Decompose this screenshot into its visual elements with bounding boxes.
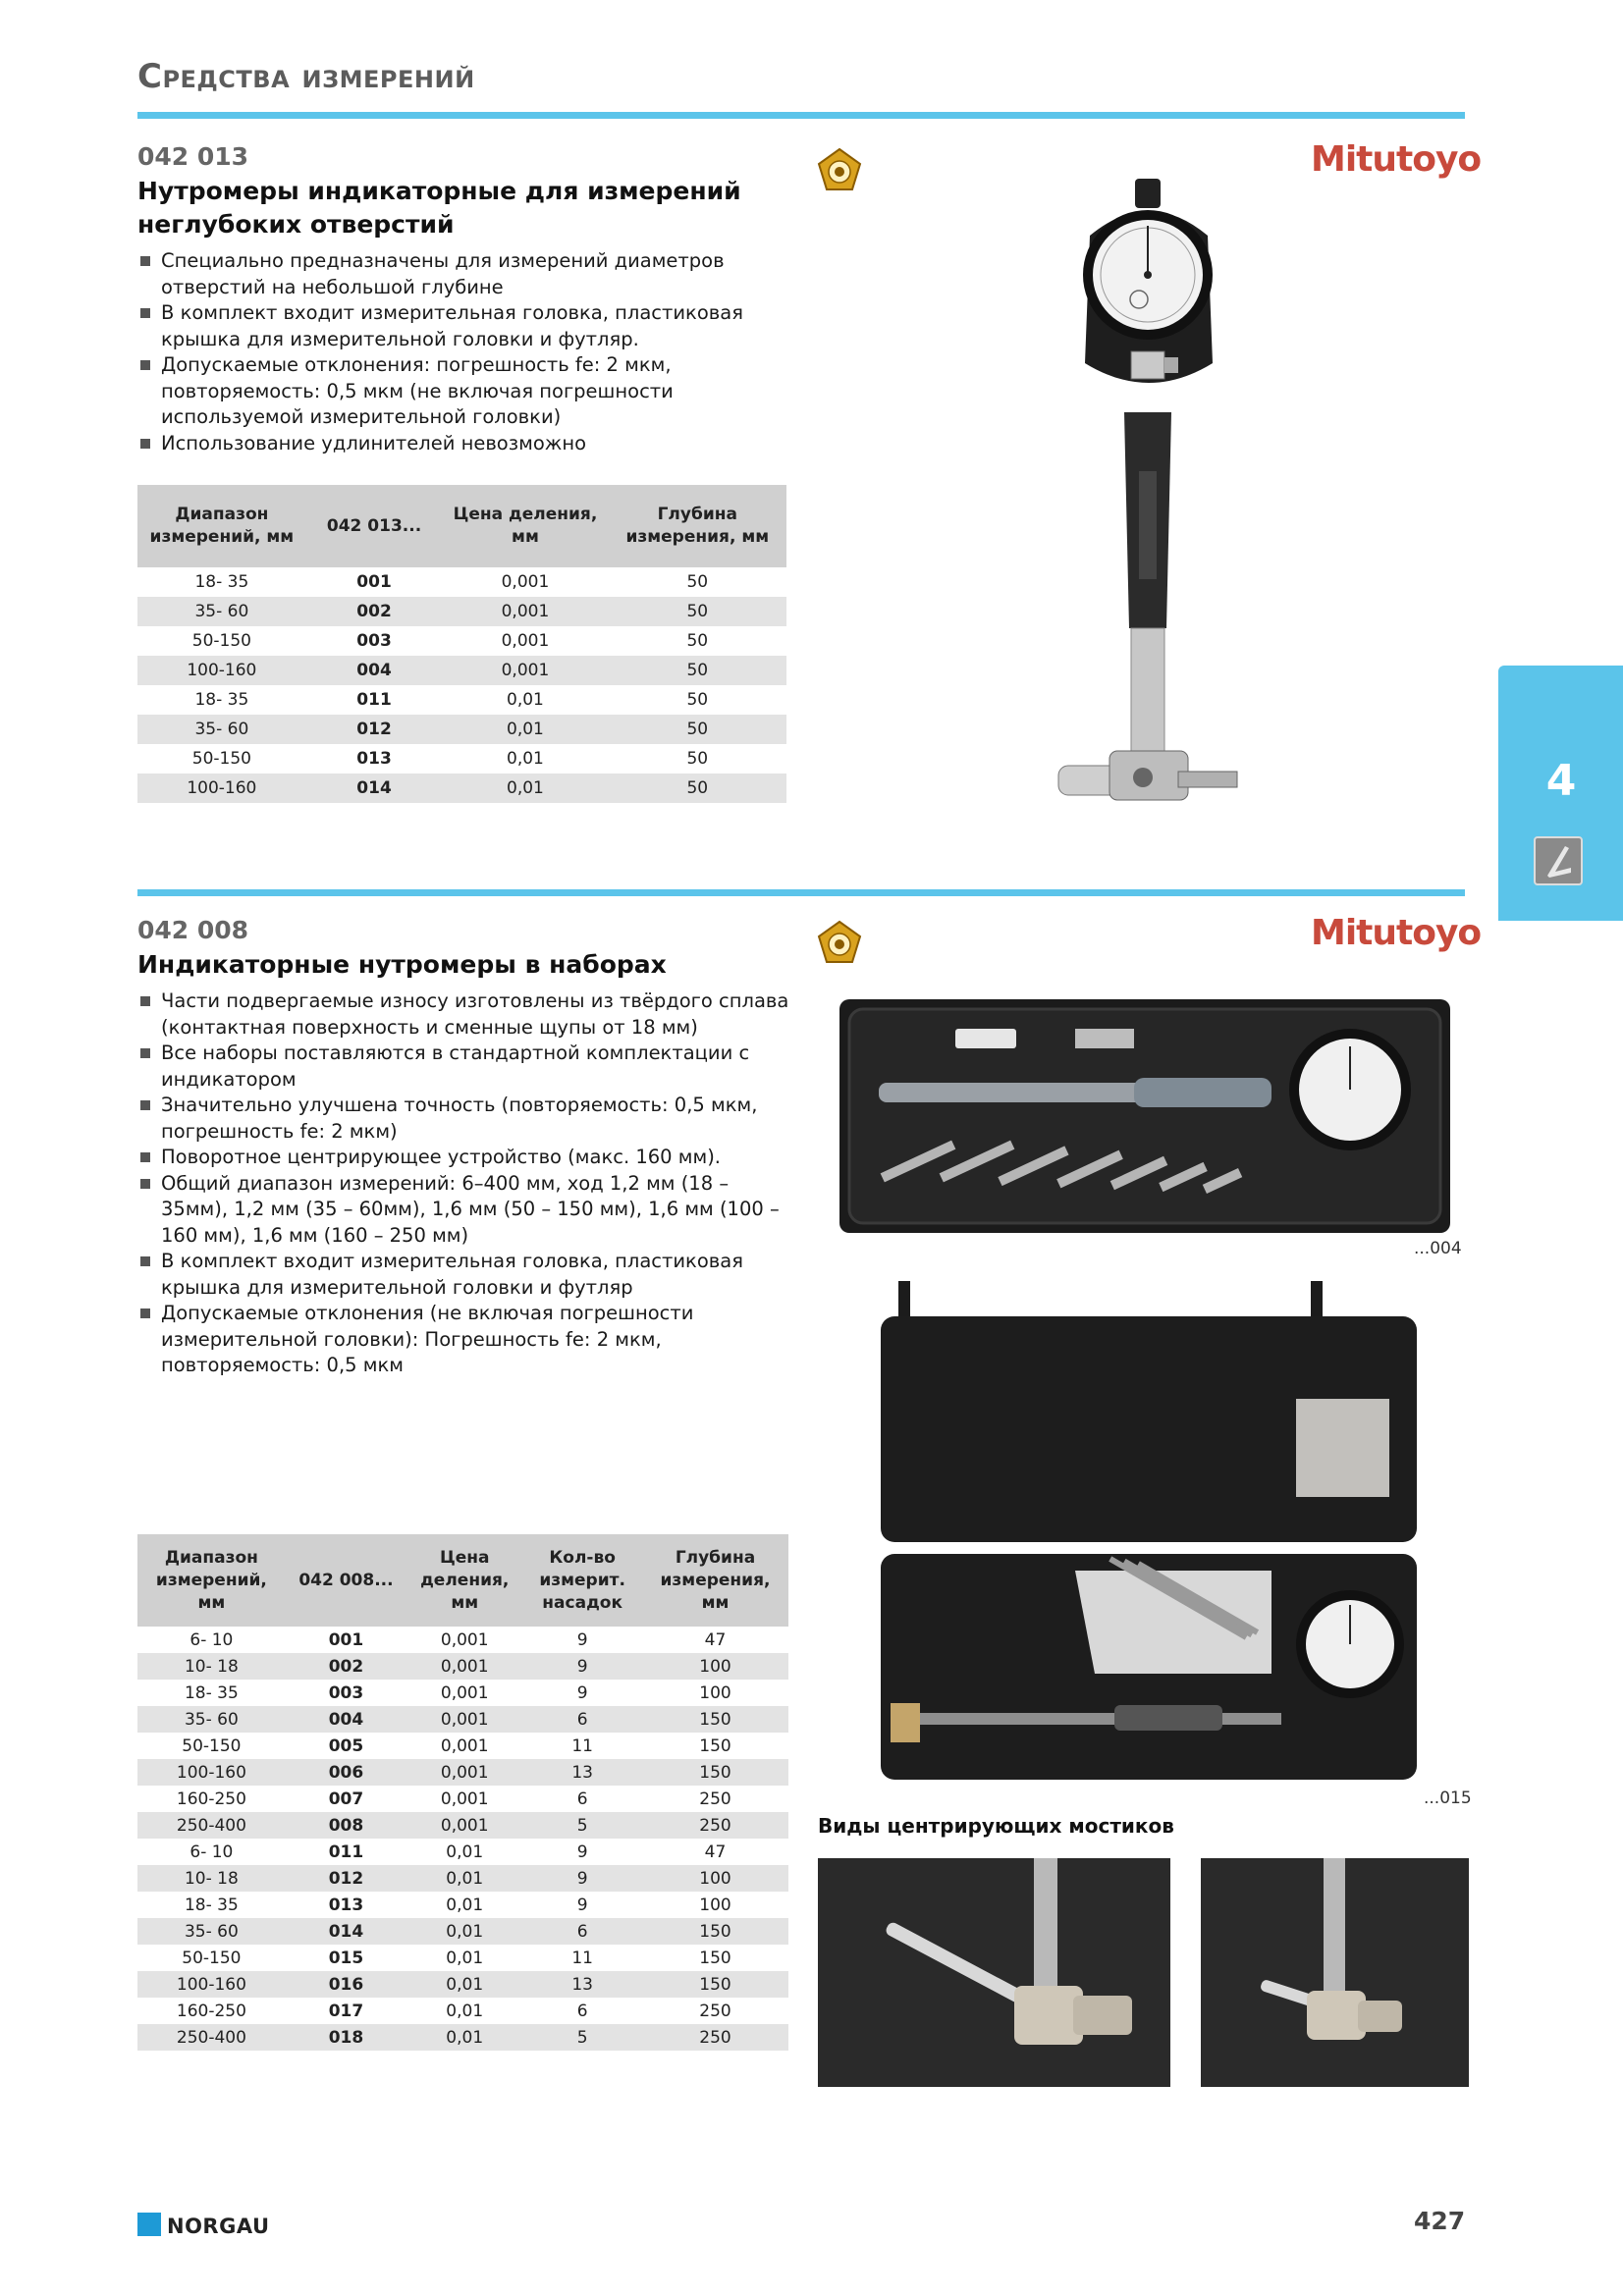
column-header: 042 013...	[306, 485, 443, 567]
table-cell: 9	[576, 1895, 588, 1915]
table-cell: 100	[642, 1865, 788, 1892]
table-cell: 006	[286, 1759, 406, 1786]
table-row	[137, 1706, 788, 1733]
table-cell: 0,01	[446, 1895, 484, 1915]
list-item: Значительно улучшена точность (повторяемость: 0,5 мкм, погрешность fe: 2 мкм)	[137, 1093, 795, 1145]
table-row	[137, 1759, 788, 1786]
table-cell: 150	[642, 1918, 788, 1945]
brand-logo: Mitutoyo	[1311, 913, 1482, 953]
table-cell: 50	[686, 631, 709, 651]
column-header: Кол-во измерит. насадок	[522, 1534, 642, 1627]
table-cell: 011	[328, 1842, 364, 1862]
section1-bullets	[137, 248, 805, 456]
table-cell: 100-160	[137, 1971, 286, 1998]
table-cell: 004	[306, 656, 443, 685]
table-cell: 6	[576, 2001, 588, 2021]
page-number: 427	[1414, 2207, 1466, 2235]
table-cell: 150	[642, 1971, 788, 1998]
table-cell: 6- 10	[189, 1842, 234, 1862]
table-cell: 013	[356, 749, 392, 769]
table-row	[137, 1865, 788, 1892]
table-cell: 0,001	[442, 656, 608, 685]
table-cell: 10- 18	[137, 1653, 286, 1680]
caption-004: ...004	[1414, 1239, 1462, 1258]
table-cell: 015	[328, 1948, 364, 1968]
table-row	[137, 1680, 788, 1706]
footer-logo: NORGAU	[167, 2215, 270, 2238]
column-header: Цена деления, мм	[406, 1534, 522, 1627]
table-cell: 160-250	[176, 1789, 246, 1809]
table-cell: 0,01	[406, 1918, 522, 1945]
table-cell: 150	[699, 1735, 731, 1756]
table-cell: 0,01	[446, 1948, 484, 1968]
section1-title-line1: Нутромеры индикаторные для измерений	[137, 177, 741, 205]
table-row	[137, 1998, 788, 2024]
table-cell: 250	[699, 2001, 731, 2021]
table-cell: 9	[576, 1842, 588, 1862]
table-cell: 011	[356, 690, 392, 710]
table-row	[137, 567, 786, 597]
table-cell: 0,001	[406, 1706, 522, 1733]
table-cell: 13	[522, 1971, 642, 1998]
table-cell: 9	[522, 1865, 642, 1892]
caliper-icon	[1534, 836, 1583, 885]
column-header: Глубина измерения, мм	[642, 1534, 788, 1627]
brand-logo: Mitutoyo	[1311, 139, 1482, 180]
table-cell: 50	[609, 715, 786, 744]
chapter-number: 4	[1545, 756, 1577, 806]
table-cell: 50-150	[182, 1735, 242, 1756]
table-cell: 100	[642, 1653, 788, 1680]
list-item: Допускаемые отклонения: погрешность fe: 2 мкм, повторяемость: 0,5 мкм (не включая погрешности используемой измерительной головки)	[137, 352, 805, 431]
table-cell: 007	[328, 1789, 364, 1809]
table-row	[137, 1971, 788, 1998]
table-cell: 008	[286, 1812, 406, 1839]
section1-code: 042 013	[137, 142, 249, 171]
list-item: Использование удлинителей невозможно	[137, 431, 805, 457]
table-cell: 50	[609, 656, 786, 685]
table-cell: 100-160	[137, 774, 306, 803]
table-cell: 001	[328, 1629, 364, 1650]
list-item: В комплект входит измерительная головка, пластиковая крышка для измерительной головки и футляр.	[137, 300, 805, 352]
table-row	[137, 1786, 788, 1812]
table-row	[137, 1627, 788, 1653]
quality-seal-icon	[817, 920, 862, 965]
table-cell: 016	[286, 1971, 406, 1998]
table-cell: 50	[609, 774, 786, 803]
page-title: Средства измерений	[137, 57, 475, 96]
table-cell: 018	[286, 2024, 406, 2051]
table-cell: 0,01	[406, 1865, 522, 1892]
bore-gauge-image	[1041, 177, 1257, 825]
list-item: В комплект входит измерительная головка, пластиковая крышка для измерительной головки и футляр	[137, 1249, 795, 1301]
table-cell: 0,01	[442, 774, 608, 803]
table-cell: 18- 35	[194, 572, 249, 592]
table-cell: 250	[642, 1812, 788, 1839]
bridge-photo-1	[818, 1858, 1170, 2087]
table-cell: 250-400	[137, 1812, 286, 1839]
column-header: Глубина измерения, мм	[609, 485, 786, 567]
norgau-logo-mark	[137, 2213, 161, 2236]
list-item: Части подвергаемые износу изготовлены из твёрдого сплава (контактная поверхность и сменные щупы от 18 мм)	[137, 988, 795, 1041]
table-cell: 50	[686, 749, 709, 769]
table-cell: 11	[571, 1735, 593, 1756]
table-cell: 100	[699, 1682, 731, 1703]
table-cell: 017	[328, 2001, 364, 2021]
table-cell: 002	[306, 597, 443, 626]
table-row	[137, 1892, 788, 1918]
table-cell: 0,001	[501, 631, 550, 651]
table-cell: 150	[642, 1706, 788, 1733]
table-cell: 013	[328, 1895, 364, 1915]
table-cell: 0,01	[507, 749, 544, 769]
table-cell: 47	[704, 1629, 727, 1650]
table-cell: 004	[286, 1706, 406, 1733]
table-cell: 9	[576, 1629, 588, 1650]
table-cell: 6	[522, 1706, 642, 1733]
set-015-image	[879, 1281, 1419, 1782]
table-row	[137, 597, 786, 626]
table-row	[137, 774, 786, 803]
table-row	[137, 744, 786, 774]
table-row	[137, 626, 786, 656]
table-cell: 0,01	[446, 1842, 484, 1862]
list-item: Специально предназначены для измерений диаметров отверстий на небольшой глубине	[137, 248, 805, 300]
table-row	[137, 1653, 788, 1680]
table-cell: 0,001	[440, 1682, 489, 1703]
column-header: Диапазон измерений, мм	[137, 1534, 286, 1627]
table-cell: 100-160	[137, 1759, 286, 1786]
table-cell: 0,001	[501, 572, 550, 592]
table-cell: 6- 10	[189, 1629, 234, 1650]
table-cell: 9	[576, 1682, 588, 1703]
section1-spec-table	[137, 485, 786, 803]
table-row	[137, 1812, 788, 1839]
table-cell: 0,001	[442, 597, 608, 626]
table-cell: 003	[328, 1682, 364, 1703]
table-cell: 50-150	[191, 631, 251, 651]
table-cell: 005	[328, 1735, 364, 1756]
table-cell: 9	[522, 1653, 642, 1680]
list-item: Все наборы поставляются в стандартной комплектации с индикатором	[137, 1041, 795, 1093]
table-cell: 35- 60	[137, 1918, 286, 1945]
table-cell: 35- 60	[137, 715, 306, 744]
table-cell: 0,001	[440, 1735, 489, 1756]
table-row	[137, 715, 786, 744]
column-header: 042 008...	[286, 1534, 406, 1627]
table-cell: 5	[522, 2024, 642, 2051]
list-item: Поворотное центрирующее устройство (макс. 160 мм).	[137, 1145, 795, 1171]
table-cell: 014	[286, 1918, 406, 1945]
table-cell: 18- 35	[194, 690, 249, 710]
bridge-photo-2	[1201, 1858, 1469, 2087]
section2-divider	[137, 889, 1465, 896]
table-cell: 50-150	[182, 1948, 242, 1968]
table-cell: 100	[699, 1895, 731, 1915]
table-cell: 11	[571, 1948, 593, 1968]
list-item: Допускаемые отклонения (не включая погрешности измерительной головки): Погрешность fe: 2 мкм, повторяемость: 0,5 мкм	[137, 1301, 795, 1379]
table-cell: 150	[642, 1759, 788, 1786]
table-cell: 47	[704, 1842, 727, 1862]
table-row	[137, 1945, 788, 1971]
table-cell: 50	[686, 572, 709, 592]
table-cell: 002	[286, 1653, 406, 1680]
section1-title-line2: неглубоких отверстий	[137, 210, 455, 239]
table-cell: 003	[356, 631, 392, 651]
section2-title: Индикаторные нутромеры в наборах	[137, 950, 667, 979]
bridges-title: Виды центрирующих мостиков	[818, 1814, 1174, 1838]
table-cell: 0,01	[406, 2024, 522, 2051]
table-cell: 5	[522, 1812, 642, 1839]
table-cell: 35- 60	[137, 1706, 286, 1733]
table-cell: 250	[642, 2024, 788, 2051]
table-cell: 6	[522, 1918, 642, 1945]
column-header: Цена деления, мм	[442, 485, 608, 567]
table-cell: 13	[522, 1759, 642, 1786]
table-cell: 012	[286, 1865, 406, 1892]
table-row	[137, 1733, 788, 1759]
table-cell: 250-400	[137, 2024, 286, 2051]
table-cell: 250	[699, 1789, 731, 1809]
section2-bullets	[137, 988, 795, 1379]
section2-code: 042 008	[137, 916, 249, 944]
table-cell: 0,001	[406, 1759, 522, 1786]
table-cell: 0,001	[406, 1812, 522, 1839]
table-cell: 50	[609, 597, 786, 626]
table-cell: 0,01	[442, 715, 608, 744]
table-cell: 50-150	[191, 749, 251, 769]
table-cell: 10- 18	[137, 1865, 286, 1892]
caption-015: ...015	[1424, 1789, 1472, 1808]
header-divider	[137, 112, 1465, 119]
table-cell: 18- 35	[184, 1895, 239, 1915]
table-cell: 012	[306, 715, 443, 744]
table-cell: 0,001	[406, 1653, 522, 1680]
table-cell: 0,01	[446, 2001, 484, 2021]
column-header: Диапазон измерений, мм	[137, 485, 306, 567]
table-cell: 50	[686, 690, 709, 710]
table-cell: 100-160	[137, 656, 306, 685]
set-004-image	[839, 999, 1450, 1233]
section2-spec-table	[137, 1534, 788, 2051]
table-cell: 6	[576, 1789, 588, 1809]
table-cell: 0,01	[507, 690, 544, 710]
table-cell: 150	[699, 1948, 731, 1968]
table-cell: 18- 35	[184, 1682, 239, 1703]
table-cell: 160-250	[176, 2001, 246, 2021]
table-cell: 0,01	[406, 1971, 522, 1998]
quality-seal-icon	[817, 147, 862, 192]
table-row	[137, 2024, 788, 2051]
table-cell: 014	[306, 774, 443, 803]
table-row	[137, 1839, 788, 1865]
list-item: Общий диапазон измерений: 6–400 мм, ход 1,2 мм (18 – 35мм), 1,2 мм (35 – 60мм), 1,6 мм (50 – 150 мм), 1,6 мм (100 – 160 мм), 1,6 мм (160 – 250 мм)	[137, 1171, 795, 1250]
table-cell: 0,001	[440, 1789, 489, 1809]
table-cell: 0,001	[440, 1629, 489, 1650]
table-row	[137, 685, 786, 715]
table-row	[137, 1918, 788, 1945]
table-cell: 001	[356, 572, 392, 592]
table-row	[137, 656, 786, 685]
table-cell: 35- 60	[137, 597, 306, 626]
